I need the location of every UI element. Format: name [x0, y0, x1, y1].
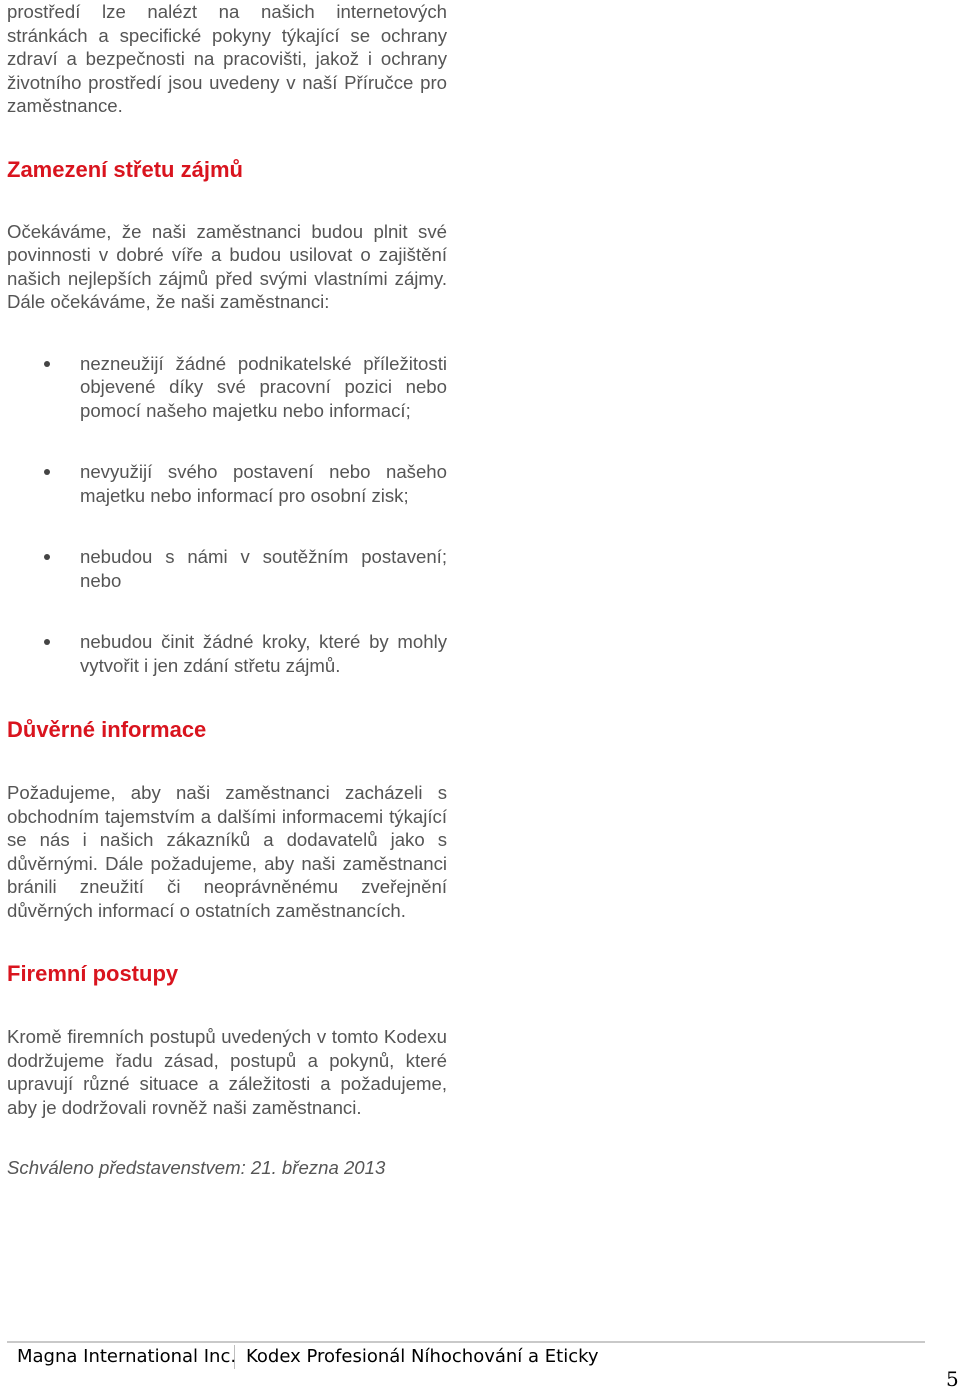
footer-divider [7, 1341, 925, 1343]
intro-paragraph: prostředí lze nalézt na našich internetových stránkách a specifické pokyny týkající se ochrany zdraví a bezpečnosti na pracovišti, jakož i ochrany životního prostředí jsou uvedeny v naší Příručce pro zaměstnance. [7, 1, 447, 116]
conflict-paragraph: Očekáváme, že naši zaměstnanci budou plnit své povinnosti v dobré víře a budou usilovat o zajištění našich nejlepších zájmů před svými vlastními zájmy. Dále očekáváme, že naši zaměstnanci: [7, 220, 447, 312]
page-number: 5 [946, 1367, 959, 1391]
confidential-paragraph: Požadujeme, aby naši zaměstnanci zacházeli s obchodním tajemstvím a dalšími informacemi týkající se nás i našich zákazníků a dodavatelů jako s důvěrnými. Dále požadujeme, aby naši zaměstnanci bránili zneužití či neoprávněnému zveřejnění důvěrných informací o ostatních zaměstnancích. [7, 782, 447, 921]
list-item [7, 545, 447, 592]
list-item [7, 352, 447, 423]
bullet-icon [44, 554, 50, 560]
footer-company: Magna International Inc. [17, 1346, 237, 1367]
footer-document-title: Kodex Profesionál Níhochování a Eticky [246, 1346, 599, 1367]
list-item-text: nevyužijí svého postavení nebo našeho majetku nebo informací pro osobní zisk; [80, 461, 447, 506]
list-item-text: nebudou činit žádné kroky, které by mohly vytvořit i jen zdání střetu zájmů. [80, 631, 447, 676]
section-heading-confidential: Důvěrné informace [7, 717, 207, 742]
section-heading-procedures: Firemní postupy [7, 961, 179, 986]
bullet-icon [44, 639, 50, 645]
procedures-paragraph: Kromě firemních postupů uvedených v tomto Kodexu dodržujeme řadu zásad, postupů a pokynů, které upravují různé situace a záležitosti a požadujeme, aby je dodržovali rovněž naši zaměstnanci. [7, 1026, 447, 1118]
list-item-text: nebudou s námi v soutěžním postavení; nebo [80, 546, 447, 591]
list-item [7, 630, 447, 677]
document-body [7, 0, 447, 1180]
list-item [7, 460, 447, 507]
list-item-text: nezneužijí žádné podnikatelské příležitosti objevené díky své pracovní pozici nebo pomocí našeho majetku nebo informací; [80, 352, 447, 421]
conflict-bullet-list [7, 352, 447, 678]
approval-note: Schváleno představenstvem: 21. března 2013 [7, 1157, 386, 1178]
bullet-icon [44, 469, 50, 475]
bullet-icon [44, 361, 50, 367]
section-heading-conflict: Zamezení střetu zájmů [7, 156, 243, 182]
